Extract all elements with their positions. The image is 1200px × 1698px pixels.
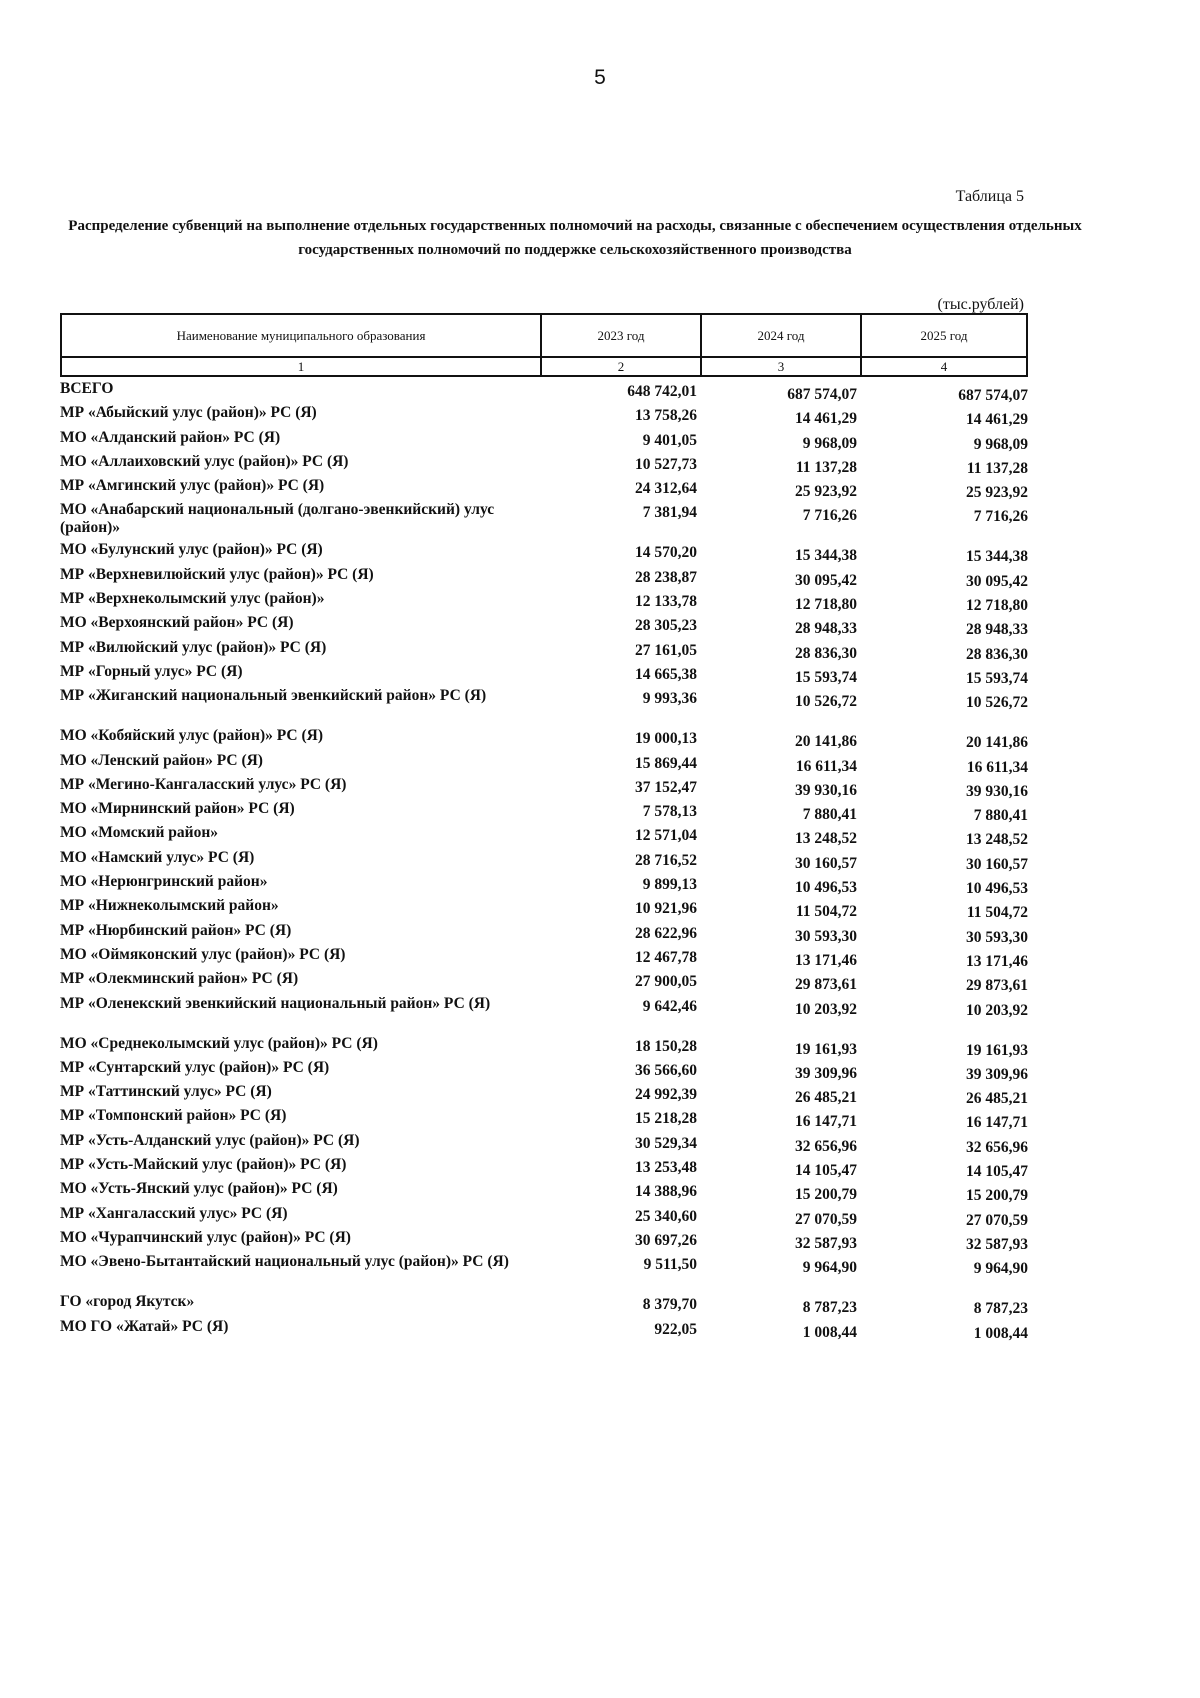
row-name: МО ГО «Жатай» РС (Я) xyxy=(60,1317,229,1335)
row-value-2025: 32 587,93 xyxy=(966,1235,1028,1253)
row-name: МО «Усть-Янский улус (район)» РС (Я) xyxy=(60,1180,338,1198)
table-row xyxy=(60,1035,1028,1059)
row-value-2024: 8 787,23 xyxy=(802,1299,857,1317)
row-name: МР «Верхневилюйский улус (район)» РС (Я) xyxy=(60,565,374,583)
row-value-2023: 30 697,26 xyxy=(635,1231,697,1249)
row-value-2023: 10 921,96 xyxy=(635,900,697,918)
row-value-2024: 25 923,92 xyxy=(795,483,857,501)
row-value-2024: 1 008,44 xyxy=(802,1323,857,1341)
row-value-2023: 14 388,96 xyxy=(635,1183,697,1201)
row-name: МО «Алданский район» РС (Я) xyxy=(60,428,281,446)
row-value-2025: 1 008,44 xyxy=(973,1324,1028,1342)
row-value-2024: 39 930,16 xyxy=(795,781,857,799)
header-num-2: 2 xyxy=(541,357,701,376)
row-value-2025: 7 716,26 xyxy=(973,508,1028,526)
row-value-2025: 15 593,74 xyxy=(966,669,1028,687)
table-row xyxy=(60,590,1028,614)
row-name: МР «Абыйский улус (район)» РС (Я) xyxy=(60,404,317,422)
table-row xyxy=(60,1156,1028,1180)
row-value-2024: 12 718,80 xyxy=(795,596,857,614)
row-name: МР «Горный улус» РС (Я) xyxy=(60,662,243,680)
row-value-2023: 13 253,48 xyxy=(635,1159,697,1177)
table-row xyxy=(60,727,1028,751)
table-row xyxy=(60,1205,1028,1229)
table-row xyxy=(60,922,1028,946)
table-row xyxy=(60,1318,1028,1342)
row-value-2023: 24 312,64 xyxy=(635,480,697,498)
header-name: Наименование муниципального образования xyxy=(61,314,541,357)
row-name: МО «Булунский улус (район)» РС (Я) xyxy=(60,541,323,559)
header-2025: 2025 год xyxy=(861,314,1027,357)
row-value-2025: 25 923,92 xyxy=(966,484,1028,502)
row-name: МО «Эвено-Бытантайский национальный улус (район)» РС (Я) xyxy=(60,1253,509,1271)
row-value-2024: 28 948,33 xyxy=(795,620,857,638)
row-value-2024: 14 461,29 xyxy=(795,410,857,428)
row-value-2024: 32 656,96 xyxy=(795,1137,857,1155)
row-value-2025: 9 964,90 xyxy=(973,1260,1028,1278)
table-row xyxy=(60,970,1028,994)
row-value-2023: 9 642,46 xyxy=(642,997,697,1015)
row-value-2024: 19 161,93 xyxy=(795,1040,857,1058)
table-row xyxy=(60,1132,1028,1156)
row-value-2023: 30 529,34 xyxy=(635,1134,697,1152)
header-num-3: 3 xyxy=(701,357,861,376)
row-value-2025: 12 718,80 xyxy=(966,597,1028,615)
row-value-2023: 28 716,52 xyxy=(635,851,697,869)
row-name: МО «Чурапчинский улус (район)» РС (Я) xyxy=(60,1228,351,1246)
row-name: МР «Хангаласский улус» РС (Я) xyxy=(60,1204,288,1222)
table-row xyxy=(60,873,1028,897)
row-value-2024: 9 968,09 xyxy=(802,434,857,452)
row-value-2023: 9 401,05 xyxy=(642,431,697,449)
row-name: МО «Оймяконский улус (район)» РС (Я) xyxy=(60,945,346,963)
row-value-2025: 13 248,52 xyxy=(966,831,1028,849)
row-value-2024: 10 496,53 xyxy=(795,879,857,897)
row-value-2023: 15 218,28 xyxy=(635,1110,697,1128)
row-value-2023: 18 150,28 xyxy=(635,1037,697,1055)
row-value-2025: 39 309,96 xyxy=(966,1065,1028,1083)
row-value-2025: 8 787,23 xyxy=(973,1300,1028,1318)
row-value-2023: 13 758,26 xyxy=(635,407,697,425)
row-name: МР «Вилюйский улус (район)» РС (Я) xyxy=(60,638,327,656)
table-row xyxy=(60,897,1028,921)
table-row xyxy=(60,849,1028,873)
row-name: МО «Момский район» xyxy=(60,824,219,842)
row-value-2023: 9 993,36 xyxy=(642,690,697,708)
row-name: МР «Мегино-Кангаласский улус» РС (Я) xyxy=(60,775,347,793)
row-value-2023: 28 305,23 xyxy=(635,617,697,635)
table-row xyxy=(60,1253,1028,1293)
row-value-2023: 12 133,78 xyxy=(635,593,697,611)
table-row xyxy=(60,824,1028,848)
table-row xyxy=(60,541,1028,565)
row-value-2025: 16 147,71 xyxy=(966,1114,1028,1132)
row-value-2023: 14 665,38 xyxy=(635,665,697,683)
table-row xyxy=(60,752,1028,776)
row-value-2025: 9 968,09 xyxy=(973,435,1028,453)
row-value-2024: 13 171,46 xyxy=(795,951,857,969)
row-name: МР «Олекминский район» РС (Я) xyxy=(60,970,299,988)
row-name: МО «Среднеколымский улус (район)» РС (Я) xyxy=(60,1034,378,1052)
table-row xyxy=(60,614,1028,638)
row-name: МР «Жиганский национальный эвенкийский район» РС (Я) xyxy=(60,687,487,705)
row-name: МР «Оленекский эвенкийский национальный район» РС (Я) xyxy=(60,994,491,1012)
row-name: МО «Нерюнгринский район» xyxy=(60,873,268,891)
row-name: МО «Кобяйский улус (район)» РС (Я) xyxy=(60,727,324,745)
row-name: МР «Усть-Майский улус (район)» РС (Я) xyxy=(60,1156,347,1174)
row-value-2023: 12 467,78 xyxy=(635,948,697,966)
row-value-2023: 27 900,05 xyxy=(635,973,697,991)
table-title: Распределение субвенций на выполнение отдельных государственных полномочий на расходы, связанные с обеспечением осуществления отдельных государственных полномочий по поддержке сельскохозяйственного производства xyxy=(68,218,1082,258)
row-value-2025: 26 485,21 xyxy=(966,1090,1028,1108)
row-value-2025: 15 200,79 xyxy=(966,1187,1028,1205)
row-value-2023: 25 340,60 xyxy=(635,1207,697,1225)
row-value-2023: 12 571,04 xyxy=(635,827,697,845)
table-row xyxy=(60,501,1028,541)
row-name: МО «Анабарский национальный (долгано-эвенкийский) улус (район)» xyxy=(60,501,495,537)
table-row xyxy=(60,1229,1028,1253)
row-name: МР «Амгинский улус (район)» РС (Я) xyxy=(60,477,325,495)
row-value-2024: 11 137,28 xyxy=(795,458,857,476)
row-name: МО «Намский улус» РС (Я) xyxy=(60,848,255,866)
row-value-2023: 28 622,96 xyxy=(635,924,697,942)
row-name: МР «Таттинский улус» РС (Я) xyxy=(60,1083,272,1101)
row-name: МР «Усть-Алданский улус (район)» РС (Я) xyxy=(60,1131,360,1149)
row-value-2025: 7 880,41 xyxy=(973,807,1028,825)
row-value-2024: 14 105,47 xyxy=(795,1162,857,1180)
row-value-2025: 10 203,92 xyxy=(966,1001,1028,1019)
row-value-2024: 7 716,26 xyxy=(802,507,857,525)
row-value-2025: 11 504,72 xyxy=(966,904,1028,922)
table-row xyxy=(60,453,1028,477)
header-num-4: 4 xyxy=(861,357,1027,376)
table-header xyxy=(60,313,1028,377)
table-row xyxy=(60,404,1028,428)
row-name: МО «Ленский район» РС (Я) xyxy=(60,751,263,769)
table-row xyxy=(60,1107,1028,1131)
table-row xyxy=(60,566,1028,590)
row-value-2024: 10 526,72 xyxy=(795,693,857,711)
row-name: МР «Сунтарский улус (район)» РС (Я) xyxy=(60,1058,330,1076)
table-body xyxy=(60,380,1028,1342)
row-value-2023: 24 992,39 xyxy=(635,1086,697,1104)
table-row xyxy=(60,1059,1028,1083)
row-value-2025: 28 836,30 xyxy=(966,645,1028,663)
row-name: МО «Верхоянский район» РС (Я) xyxy=(60,614,294,632)
row-value-2025: 10 526,72 xyxy=(966,694,1028,712)
header-2023: 2023 год xyxy=(541,314,701,357)
row-name: МО «Аллаиховский улус (район)» РС (Я) xyxy=(60,452,349,470)
row-name: МР «Нижнеколымский район» xyxy=(60,897,279,915)
row-value-2023: 37 152,47 xyxy=(635,778,697,796)
row-value-2025: 30 095,42 xyxy=(966,572,1028,590)
row-value-2024: 32 587,93 xyxy=(795,1234,857,1252)
table-row xyxy=(60,663,1028,687)
table-row xyxy=(60,1083,1028,1107)
row-value-2025: 30 593,30 xyxy=(966,928,1028,946)
row-name: ВСЕГО xyxy=(60,380,114,397)
row-value-2024: 9 964,90 xyxy=(802,1259,857,1277)
row-value-2025: 14 105,47 xyxy=(966,1163,1028,1181)
row-value-2025: 10 496,53 xyxy=(966,880,1028,898)
row-value-2023: 8 379,70 xyxy=(642,1296,697,1314)
row-value-2024: 11 504,72 xyxy=(795,903,857,921)
row-value-2025: 32 656,96 xyxy=(966,1138,1028,1156)
row-value-2024: 26 485,21 xyxy=(795,1089,857,1107)
row-name: МР «Томпонский район» РС (Я) xyxy=(60,1107,287,1125)
row-value-2024: 20 141,86 xyxy=(795,733,857,751)
row-value-2023: 7 381,94 xyxy=(642,504,697,522)
row-value-2025: 29 873,61 xyxy=(966,977,1028,995)
row-value-2024: 27 070,59 xyxy=(795,1210,857,1228)
units-label: (тыс.рублей) xyxy=(937,296,1024,313)
row-value-2025: 14 461,29 xyxy=(966,411,1028,429)
table-row xyxy=(60,687,1028,727)
row-value-2023: 922,05 xyxy=(654,1320,697,1338)
row-name: МР «Верхнеколымский улус (район)» xyxy=(60,590,325,608)
row-value-2025: 28 948,33 xyxy=(966,621,1028,639)
table-row xyxy=(60,946,1028,970)
row-value-2024: 687 574,07 xyxy=(787,386,857,403)
row-value-2023: 19 000,13 xyxy=(635,730,697,748)
row-value-2025: 16 611,34 xyxy=(966,758,1028,776)
row-name: МР «Нюрбинский район» РС (Я) xyxy=(60,921,292,939)
header-num-1: 1 xyxy=(61,357,541,376)
row-value-2025: 27 070,59 xyxy=(966,1211,1028,1229)
row-value-2024: 39 309,96 xyxy=(795,1064,857,1082)
row-value-2024: 16 147,71 xyxy=(795,1113,857,1131)
row-value-2024: 7 880,41 xyxy=(802,806,857,824)
row-value-2024: 10 203,92 xyxy=(795,1000,857,1018)
table-row xyxy=(60,429,1028,453)
row-value-2025: 30 160,57 xyxy=(966,855,1028,873)
row-name: ГО «город Якутск» xyxy=(60,1293,195,1311)
row-value-2023: 648 742,01 xyxy=(627,383,697,400)
table-row xyxy=(60,995,1028,1035)
row-value-2025: 19 161,93 xyxy=(966,1041,1028,1059)
table-row xyxy=(60,776,1028,800)
row-value-2023: 10 527,73 xyxy=(635,455,697,473)
row-value-2023: 7 578,13 xyxy=(642,803,697,821)
row-value-2024: 30 593,30 xyxy=(795,927,857,945)
row-value-2024: 29 873,61 xyxy=(795,976,857,994)
row-value-2024: 28 836,30 xyxy=(795,644,857,662)
row-value-2024: 15 593,74 xyxy=(795,668,857,686)
row-value-2023: 14 570,20 xyxy=(635,544,697,562)
page-number: 5 xyxy=(594,66,606,89)
row-value-2024: 15 344,38 xyxy=(795,547,857,565)
row-value-2025: 11 137,28 xyxy=(966,459,1028,477)
table-row xyxy=(60,1293,1028,1317)
row-value-2023: 27 161,05 xyxy=(635,641,697,659)
row-value-2025: 15 344,38 xyxy=(966,548,1028,566)
row-value-2023: 36 566,60 xyxy=(635,1061,697,1079)
table-row xyxy=(60,1180,1028,1204)
table-row xyxy=(60,380,1028,404)
row-value-2024: 30 095,42 xyxy=(795,571,857,589)
table-row xyxy=(60,477,1028,501)
row-value-2023: 9 511,50 xyxy=(643,1256,697,1274)
row-value-2025: 13 171,46 xyxy=(966,952,1028,970)
row-value-2025: 687 574,07 xyxy=(958,387,1028,404)
table-row xyxy=(60,639,1028,663)
row-value-2023: 9 899,13 xyxy=(642,876,697,894)
row-value-2024: 30 160,57 xyxy=(795,854,857,872)
table-row xyxy=(60,800,1028,824)
row-value-2023: 15 869,44 xyxy=(635,754,697,772)
table-label: Таблица 5 xyxy=(955,188,1024,205)
header-2024: 2024 год xyxy=(701,314,861,357)
row-value-2024: 16 611,34 xyxy=(795,757,857,775)
row-name: МО «Мирнинский район» РС (Я) xyxy=(60,800,295,818)
row-value-2024: 13 248,52 xyxy=(795,830,857,848)
row-value-2025: 39 930,16 xyxy=(966,782,1028,800)
row-value-2024: 15 200,79 xyxy=(795,1186,857,1204)
row-value-2025: 20 141,86 xyxy=(966,734,1028,752)
row-value-2023: 28 238,87 xyxy=(635,568,697,586)
